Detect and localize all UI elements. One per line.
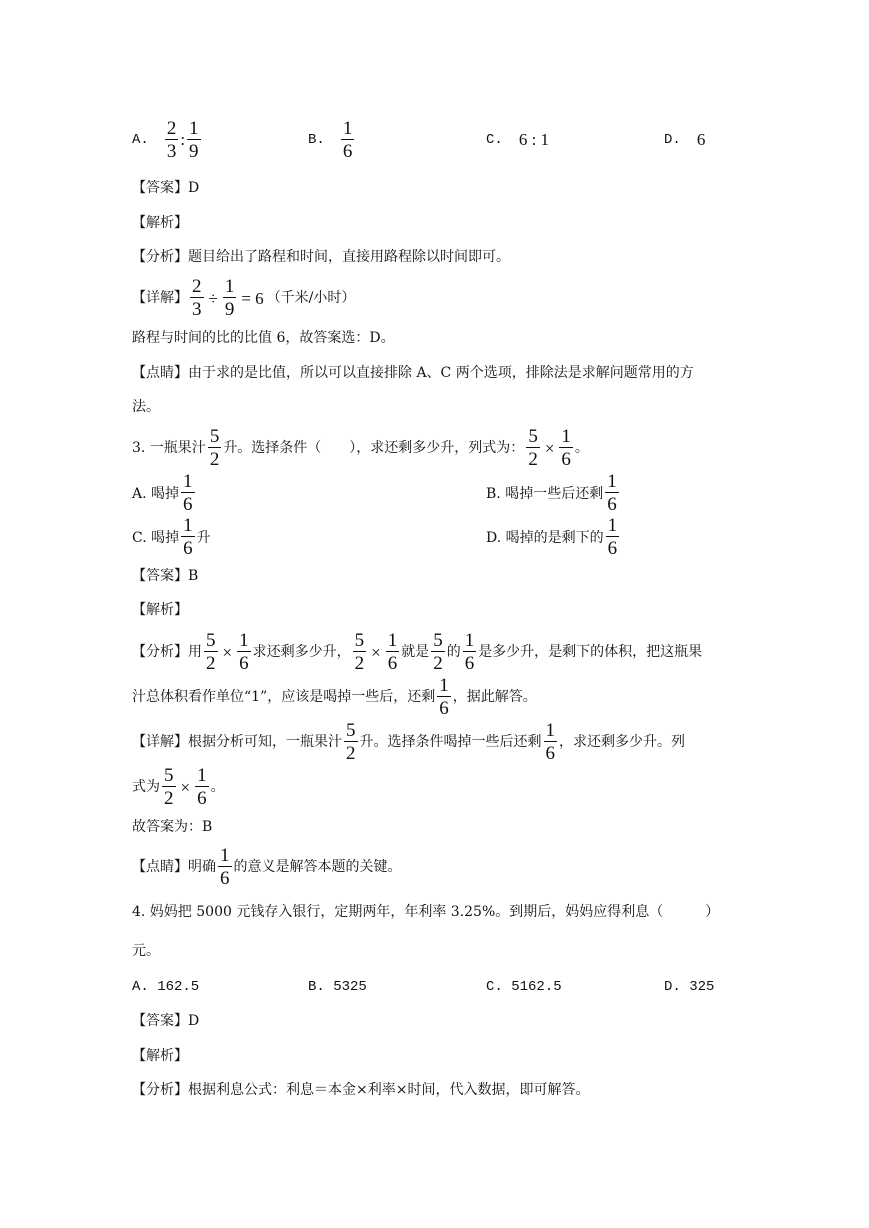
text: 汁总体积看作单位“1”，应该是喝掉一些后，还剩 [132,689,436,705]
q4-stem-line2: 元。 [132,943,160,959]
q4-option-a: A. 162.5 [132,979,200,995]
q2-dianjing-line2: 法。 [132,399,160,415]
fraction: $\frac{5}{2}$ [346,720,356,764]
q2-option-d [664,130,705,150]
fraction: $\frac{1}{6}$ [607,471,617,515]
text: 求还剩多少升， [252,644,351,660]
option-text: A. 喝掉 [132,486,180,502]
option-letter: C. [486,132,503,148]
fraction: $\frac{5}{2}$ [354,630,365,674]
q3-conclusion: 故答案为：B [132,819,213,835]
times-sign: × [222,642,233,662]
text: 是多少升，是剩下的体积，把这瓶果 [478,644,703,660]
text: 【点睛】明确 [132,859,216,875]
q3-fenxi-line1 [132,631,702,673]
q4-option-b: B. 5325 [308,979,367,995]
q2-jiexi-heading: 【解析】 [132,215,188,231]
text: 的意义是解答本题的关键。 [233,859,402,875]
option-unit: 升 [196,530,211,546]
text: 升。选择条件喝掉一些后还剩 [359,734,542,750]
q2-option-c [486,130,549,150]
fraction: $\frac{1}{6}$ [342,118,353,162]
q3-stem [132,427,589,469]
q2-answer: 【答案】D [132,180,200,196]
q4-option-c: C. 5162.5 [486,979,562,995]
q2-dianjing-line1: 【点睛】由于求的是比值，所以可以直接排除 A、C 两个选项，排除法是求解问题常用的方 [132,365,694,381]
text: 就是 [401,644,430,660]
q3-dianjing [132,846,402,888]
text: 【详解】根据分析可知，一瓶果汁 [132,734,342,750]
fraction: $\frac{1}{9}$ [224,276,235,320]
fraction: $\frac{5}{2}$ [164,765,174,809]
option-letter: A. [132,132,149,148]
fraction: $\frac{1}{6}$ [220,845,230,889]
fraction: $\frac{1}{6}$ [183,471,193,515]
option-value: 6 [696,130,706,149]
q2-xiangjie [132,277,355,319]
fraction: $\frac{1}{6}$ [439,675,449,719]
q4-fenxi: 【分析】根据利息公式：利息＝本金×利率×时间，代入数据，即可解答。 [132,1082,590,1098]
fraction: $\frac{1}{6}$ [239,630,249,674]
option-text: C. 喝掉 [132,530,180,546]
q3-answer: 【答案】B [132,568,199,584]
q4-stem-line1: 4. 妈妈把 5000 元钱存入银行，定期两年，年利率 3.25%。到期后，妈妈应得利息（ ） [132,904,720,920]
q3-option-c [132,516,211,558]
fraction: $\frac{5}{2}$ [433,630,443,674]
option-value: 6 : 1 [518,130,550,149]
divide-sign: ÷ [208,288,218,308]
q4-answer: 【答案】D [132,1013,200,1029]
fraction: $\frac{1}{9}$ [189,118,199,162]
q3-option-a [132,472,197,514]
fraction: $\frac{1}{6}$ [197,765,207,809]
text: 。 [210,779,225,795]
unit: （千米/小时） [266,290,356,306]
fraction: $\frac{1}{6}$ [545,720,555,764]
q2-option-a [132,119,203,161]
stem-text: 升。选择条件（ ），求还剩多少升，列式为： [223,440,525,456]
text: 的 [446,644,461,660]
text: 【分析】用 [132,644,202,660]
times-sign: × [180,777,191,797]
q3-xiangjie-line1 [132,721,685,763]
option-letter: B. [308,132,325,148]
fraction: $\frac{2}{3}$ [166,118,177,162]
option-letter: D. [664,132,681,148]
fraction: $\frac{1}{6}$ [607,515,618,559]
text: ，求还剩多少升。列 [559,734,685,750]
text: ，据此解答。 [452,689,537,705]
q2-fenxi: 【分析】题目给出了路程和时间，直接用路程除以时间即可。 [132,249,510,265]
text: 式为 [132,779,160,795]
times-sign: × [371,642,381,662]
fraction: $\frac{2}{3}$ [192,276,202,320]
stem-text: 3. 一瓶果汁 [132,440,206,456]
q3-fenxi-line2 [132,676,537,718]
option-text: B. 喝掉一些后还剩 [486,486,604,502]
q2-conclusion: 路程与时间的比的比值 6，故答案选：D。 [132,330,395,346]
q3-jiexi-heading: 【解析】 [132,602,188,618]
q2-option-b [308,119,356,161]
fraction: $\frac{1}{6}$ [183,515,193,559]
q4-jiexi-heading: 【解析】 [132,1048,188,1064]
times-sign: × [544,438,555,458]
q3-option-b [486,472,621,514]
fraction: $\frac{5}{2}$ [209,426,220,470]
fraction: $\frac{1}{6}$ [387,630,398,674]
fraction: $\frac{1}{6}$ [464,630,475,674]
q3-xiangjie-line2 [132,766,225,808]
fraction: $\frac{5}{2}$ [206,630,216,674]
option-text: D. 喝掉的是剩下的 [486,530,604,546]
result: = 6 [241,288,264,308]
q4-option-d: D. 325 [664,979,715,995]
ratio-colon: : [180,130,186,149]
fraction: $\frac{1}{6}$ [561,426,571,470]
q3-option-d [486,516,621,558]
label: 【详解】 [132,290,188,306]
stem-text: 。 [574,440,589,456]
fraction: $\frac{5}{2}$ [528,426,538,470]
